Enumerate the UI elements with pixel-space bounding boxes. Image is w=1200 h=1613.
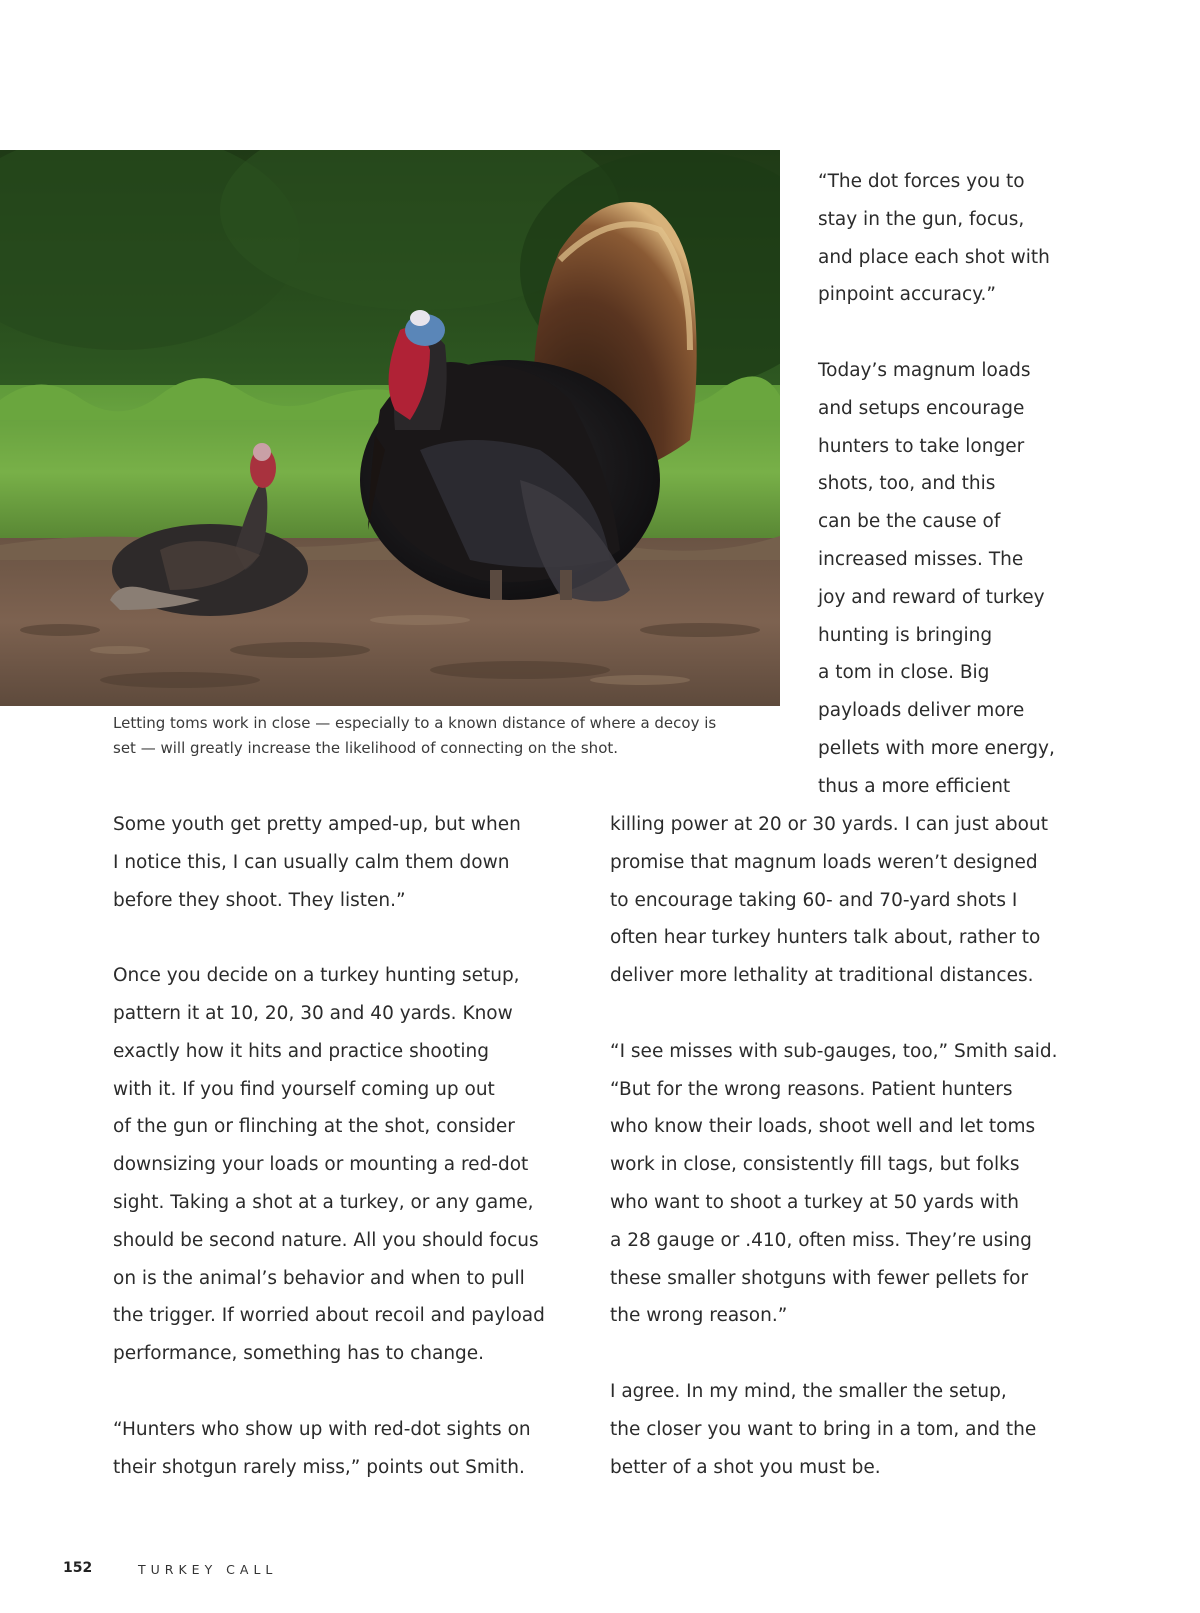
turkey-photo <box>0 150 780 706</box>
text-line: I notice this, I can usually calm them down <box>113 851 510 873</box>
text-line: and place each shot with <box>818 246 1050 268</box>
text-line: pellets with more energy, <box>818 737 1055 759</box>
text-line: should be second nature. All you should focus <box>113 1229 539 1251</box>
text-line: “Hunters who show up with red-dot sights on <box>113 1418 531 1440</box>
right-top-column <box>818 163 1055 806</box>
text-line: and setups encourage <box>818 397 1025 419</box>
text-line: hunters to take longer <box>818 435 1025 457</box>
text-line: pinpoint accuracy.” <box>818 284 996 306</box>
text-line: Once you decide on a turkey hunting setup, <box>113 965 520 987</box>
running-head: TURKEY CALL <box>138 1562 278 1577</box>
text-line: killing power at 20 or 30 yards. I can just about <box>610 814 1048 835</box>
page-number: 152 <box>63 1560 93 1576</box>
text-line: hunting is bringing <box>818 624 993 646</box>
text-line: performance, something has to change. <box>113 1343 485 1365</box>
right-column <box>610 806 1058 1486</box>
paragraph-gap <box>113 1373 545 1411</box>
text-line: Today’s magnum loads <box>818 359 1031 381</box>
text-line: sight. Taking a shot at a turkey, or any game, <box>113 1191 534 1213</box>
caption-line: set — will greatly increase the likelihood of connecting on the shot. <box>113 739 619 757</box>
text-line: a 28 gauge or .410, often miss. They’re using <box>610 1229 1032 1251</box>
text-line: promise that magnum loads weren’t designed <box>610 851 1038 873</box>
paragraph-gap <box>610 1335 1058 1373</box>
text-line: “The dot forces you to <box>818 171 1025 192</box>
paragraph-gap <box>610 995 1058 1033</box>
text-line: deliver more lethality at traditional distances. <box>610 965 1034 987</box>
text-line: these smaller shotguns with fewer pellets for <box>610 1267 1029 1289</box>
left-column <box>113 806 545 1486</box>
text-line: can be the cause of <box>818 511 1001 533</box>
text-line: work in close, consistently fill tags, but folks <box>610 1154 1020 1176</box>
text-line: “I see misses with sub-gauges, too,” Smith said. <box>610 1040 1058 1062</box>
text-line: stay in the gun, focus, <box>818 208 1025 230</box>
paragraph-gap <box>818 314 1055 352</box>
text-line: before they shoot. They listen.” <box>113 889 406 911</box>
text-line: better of a shot you must be. <box>610 1456 881 1478</box>
text-line: Some youth get pretty amped-up, but when <box>113 814 521 835</box>
text-line: increased misses. The <box>818 548 1024 570</box>
text-line: shots, too, and this <box>818 473 996 495</box>
photo-caption <box>113 711 763 761</box>
text-line: who know their loads, shoot well and let toms <box>610 1116 1036 1138</box>
text-line: their shotgun rarely miss,” points out Smith. <box>113 1456 525 1478</box>
text-line: thus a more efficient <box>818 775 1011 797</box>
text-line: of the gun or flinching at the shot, consider <box>113 1116 515 1138</box>
text-line: who want to shoot a turkey at 50 yards with <box>610 1191 1020 1213</box>
text-line: I agree. In my mind, the smaller the setup, <box>610 1380 1007 1402</box>
text-line: the wrong reason.” <box>610 1305 788 1327</box>
text-line: to encourage taking 60- and 70-yard shots I <box>610 889 1018 911</box>
text-line: pattern it at 10, 20, 30 and 40 yards. Know <box>113 1002 513 1024</box>
text-line: the trigger. If worried about recoil and payload <box>113 1305 545 1327</box>
paragraph-gap <box>113 919 545 957</box>
text-line: often hear turkey hunters talk about, rather to <box>610 927 1041 949</box>
text-line: with it. If you find yourself coming up out <box>113 1078 495 1100</box>
caption-line: Letting toms work in close — especially to a known distance of where a decoy is <box>113 714 717 732</box>
text-line: on is the animal’s behavior and when to pull <box>113 1267 525 1289</box>
text-line: exactly how it hits and practice shooting <box>113 1040 489 1062</box>
text-line: the closer you want to bring in a tom, and the <box>610 1418 1037 1440</box>
text-line: payloads deliver more <box>818 700 1025 722</box>
text-line: “But for the wrong reasons. Patient hunters <box>610 1078 1013 1100</box>
text-line: a tom in close. Big <box>818 662 990 684</box>
text-line: downsizing your loads or mounting a red-dot <box>113 1154 529 1176</box>
text-line: joy and reward of turkey <box>818 586 1045 608</box>
